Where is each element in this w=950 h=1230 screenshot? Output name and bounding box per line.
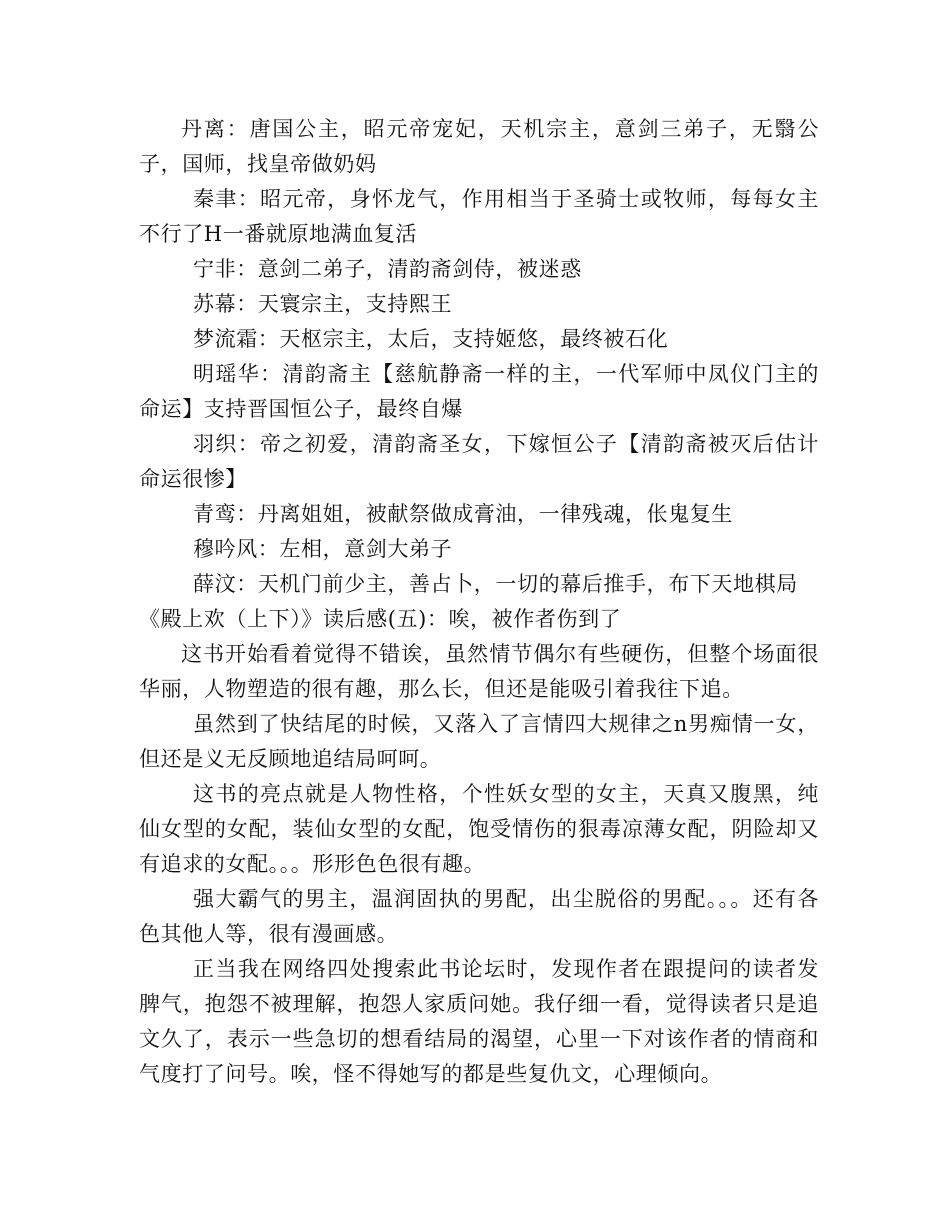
review-paragraph-1: 这书开始看着觉得不错诶，虽然情节偶尔有些硬伤，但整个场面很华丽，人物塑造的很有趣，那么长，但还是能吸引着我往下追。: [139, 642, 819, 701]
paragraph-danli: 丹离：唐国公主，昭元帝宠妃，天机宗主，意剑三弟子，无翳公子，国师，找皇帝做奶妈: [139, 117, 819, 176]
review-paragraph-3: 这书的亮点就是人物性格，个性妖女型的女主，天真又腹黑，纯仙女型的女配，装仙女型的女配，饱受情伤的狠毒凉薄女配，阴险却又有追求的女配。。。形形色色很有趣。: [139, 782, 819, 876]
review-paragraph-5: 正当我在网络四处搜索此书论坛时，发现作者在跟提问的读者发脾气，抱怨不被理解，抱怨人家质问她。我仔细一看，觉得读者只是追文久了，表示一些急切的想看结局的渴望，心里一下对该作者的情商和气度打了问号。唉，怪不得她写的都是些复仇文，心理倾向。: [139, 957, 819, 1086]
paragraph-ningfei: 宁非：意剑二弟子，清韵斋剑侍，被迷惑: [193, 257, 582, 281]
document-body: [139, 112, 819, 1092]
review-paragraph-4: 强大霸气的男主，温润固执的男配，出尘脱俗的男配。。。还有各色其他人等，很有漫画感。: [139, 887, 819, 946]
paragraph-mingyaohua: 明瑶华：清韵斋主【慈航静斋一样的主，一代军师中凤仪门主的命运】支持晋国恒公子，最终自爆: [139, 362, 819, 421]
paragraph-qinyu: 秦聿：昭元帝，身怀龙气，作用相当于圣骑士或牧师，每每女主不行了H一番就原地满血复活: [139, 187, 819, 246]
paragraph-muyinfeng: 穆吟风：左相，意剑大弟子: [193, 537, 453, 561]
paragraph-yuzhi: 羽织：帝之初爱，清韵斋圣女，下嫁恒公子【清韵斋被灭后估计命运很惨】: [139, 432, 819, 491]
paragraph-qingluan: 青鸾：丹离姐姐，被献祭做成膏油，一律残魂，伥鬼复生: [193, 502, 733, 526]
section-heading: 《殿上欢（上下）》读后感(五)：唉，被作者伤到了: [139, 607, 622, 631]
review-paragraph-2: 虽然到了快结尾的时候，又落入了言情四大规律之n男痴情一女，但还是义无反顾地追结局呵呵。: [139, 712, 819, 771]
paragraph-xuewen: 薛汶：天机门前少主，善占卜，一切的幕后推手，布下天地棋局: [193, 572, 798, 596]
paragraph-mengliushuang: 梦流霜：天枢宗主，太后，支持姬悠，最终被石化: [193, 327, 669, 351]
paragraph-sumu: 苏幕：天寰宗主，支持熙王: [193, 292, 453, 316]
